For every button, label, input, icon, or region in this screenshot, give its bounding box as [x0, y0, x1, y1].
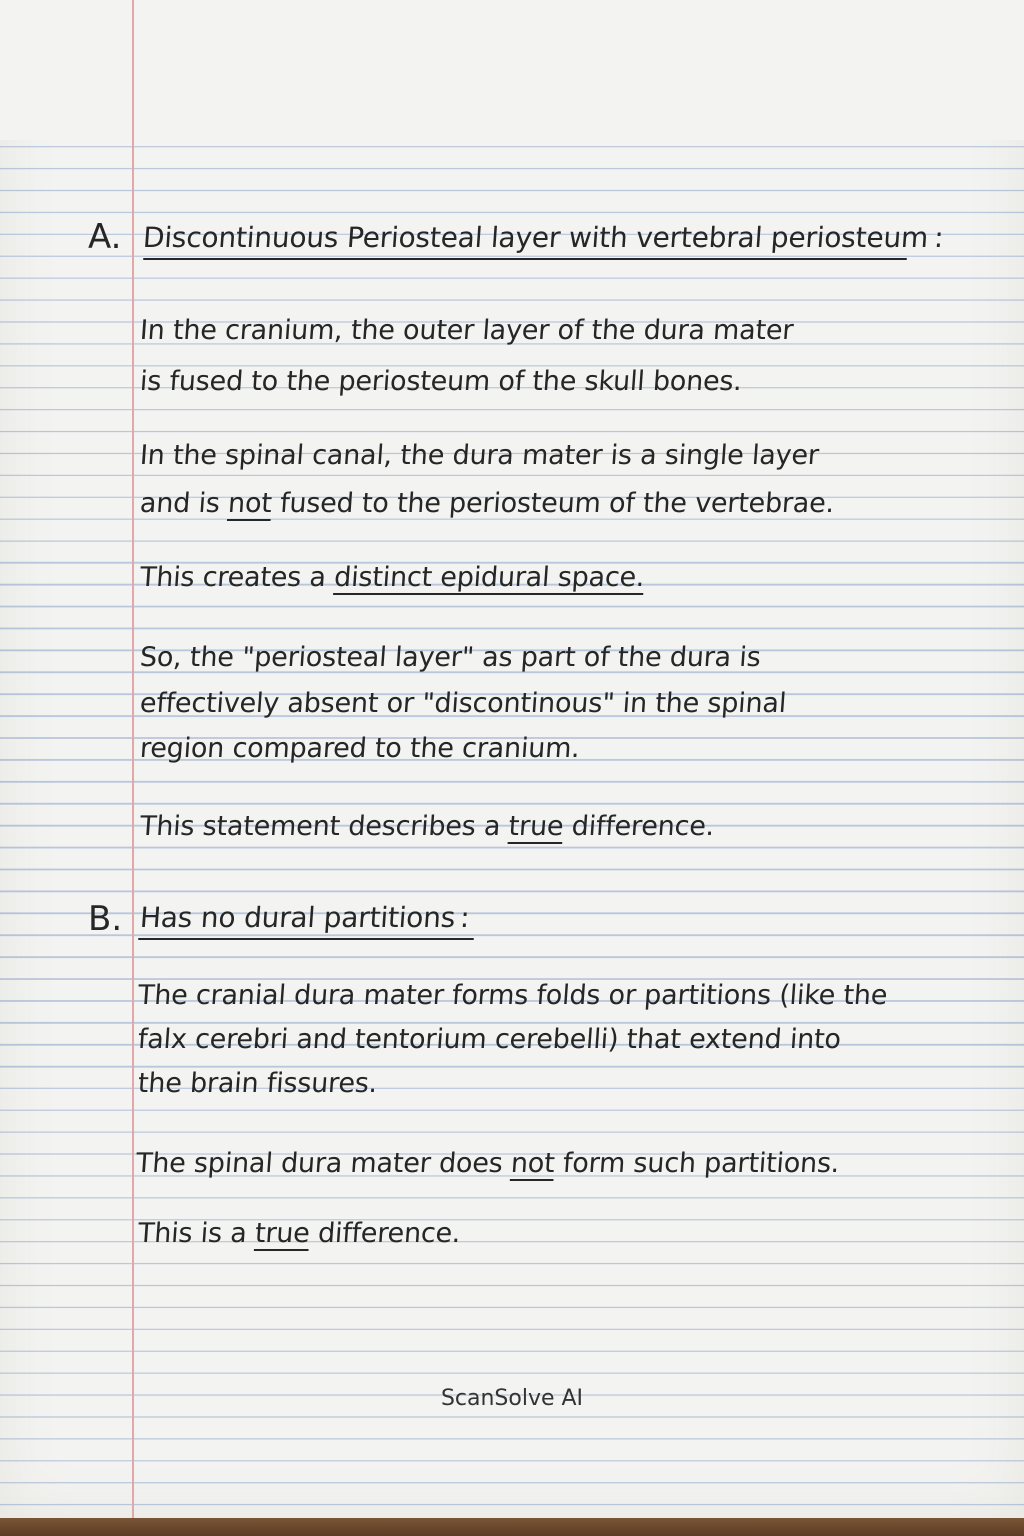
section-b-p3 — [137, 1220, 461, 1247]
section-a-p4-line1: So, the "periosteal layer" as part of the dura is — [138, 642, 762, 673]
section-b-p3-start: This is a — [136, 1218, 257, 1249]
section-a-p4-line2: effectively absent or "discontinous" in the spinal — [138, 688, 788, 719]
section-b-p1-line2: falx cerebri and tentorium cerebelli) that extend into — [136, 1024, 842, 1055]
section-b-marker: B. — [88, 899, 123, 939]
section-a-p5-start: This statement describes a — [138, 811, 510, 842]
section-b-p1-line1: The cranial dura mater forms folds or partitions (like the — [136, 980, 889, 1011]
margin-line — [132, 0, 134, 1518]
desk-edge — [0, 1518, 1024, 1536]
section-b-heading — [138, 901, 471, 934]
section-a-p2-line2-start: and is — [138, 488, 230, 519]
section-b-p2 — [135, 1150, 840, 1177]
section-a-p2-line2-end: fused to the periosteum of the vertebrae. — [270, 488, 836, 519]
section-a-emphasis-epidural: distinct epidural space. — [333, 562, 646, 593]
section-a-p3 — [139, 564, 645, 591]
section-a-heading-colon: : — [932, 221, 945, 254]
section-a-emphasis-true: true — [507, 811, 565, 842]
section-a-p2-line1: In the spinal canal, the dura mater is a single layer — [138, 440, 820, 471]
section-a-p1-line1: In the cranium, the outer layer of the dura mater — [138, 315, 795, 346]
section-a-heading-underline — [143, 258, 907, 260]
section-a-p5-end: difference. — [562, 811, 716, 842]
section-a-p1-line2: is fused to the periosteum of the skull bones. — [138, 366, 743, 397]
section-a-heading-text: Discontinuous Periosteal layer with vertebral periosteum — [141, 221, 930, 254]
section-a-p5 — [139, 813, 715, 840]
section-b-p1-line3: the brain fissures. — [136, 1068, 379, 1099]
section-b-emphasis-true: true — [253, 1218, 311, 1249]
section-a-emphasis-not: not — [227, 488, 273, 519]
section-a-heading — [141, 221, 945, 254]
section-a-marker: A. — [88, 217, 122, 257]
section-b-p2-end: form such partitions. — [553, 1148, 841, 1179]
section-b-heading-underline — [138, 938, 474, 940]
brand-footer: ScanSolve AI — [440, 1386, 584, 1411]
section-a-p4-line3: region compared to the cranium. — [138, 733, 581, 764]
section-b-heading-colon: : — [459, 901, 471, 934]
section-b-p2-start: The spinal dura mater does — [134, 1148, 513, 1179]
section-a-p3-start: This creates a — [138, 562, 336, 593]
section-b-emphasis-not: not — [509, 1148, 556, 1179]
section-b-p3-end: difference. — [308, 1218, 462, 1249]
section-b-heading-text: Has no dural partitions — [138, 901, 457, 934]
section-a-p2-line2 — [139, 490, 835, 517]
